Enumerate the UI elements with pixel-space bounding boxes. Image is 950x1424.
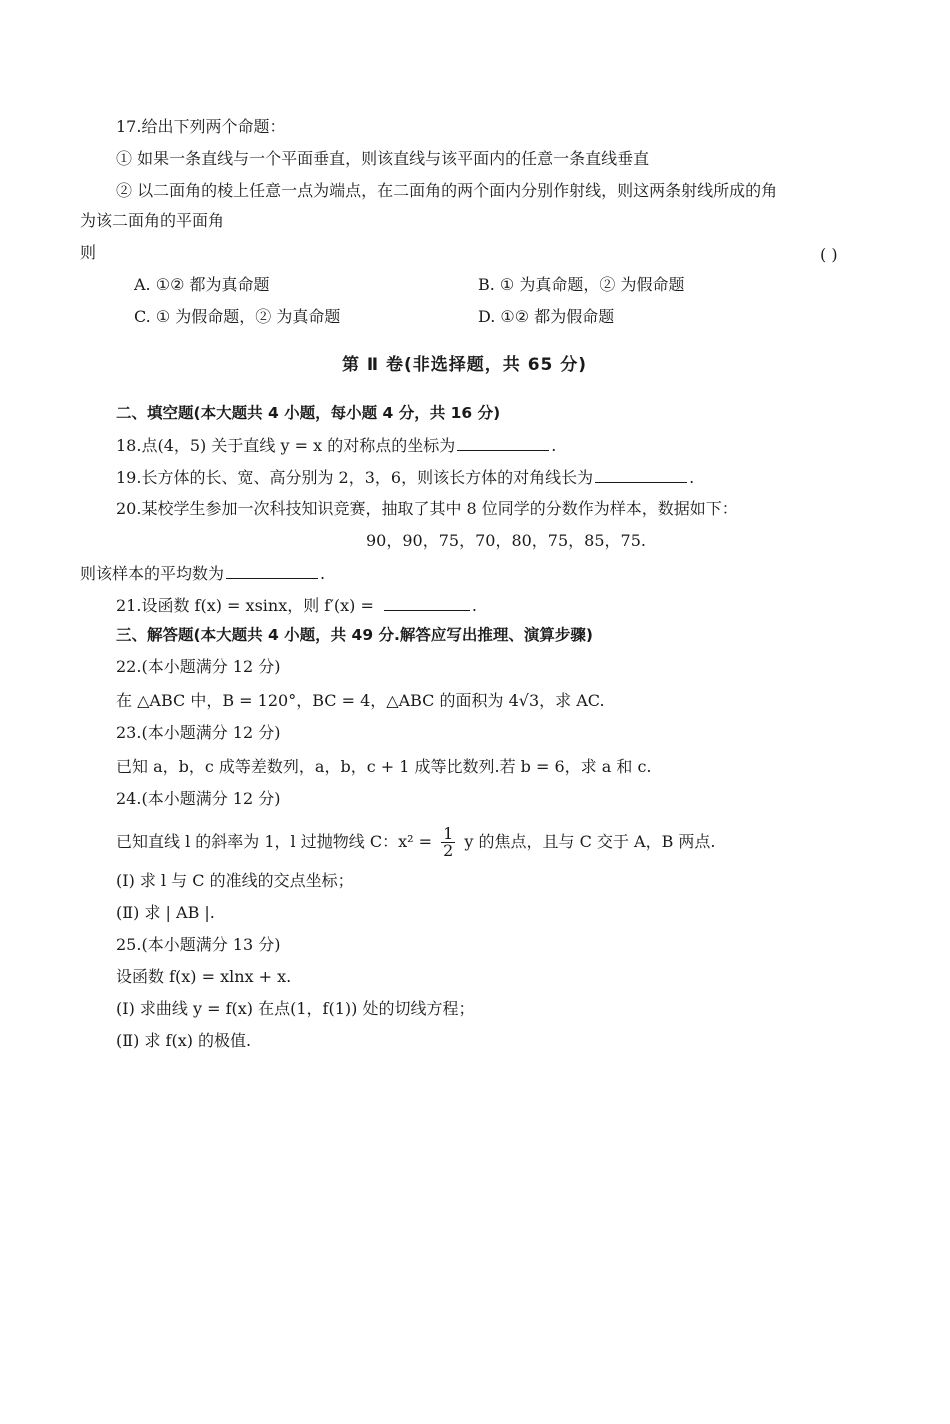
q24-part-1: (Ⅰ) 求 l 与 C 的准线的交点坐标； — [116, 871, 354, 890]
q17-proposition-2-line2: 为该二面角的平面角 — [80, 211, 225, 230]
q21 — [116, 594, 477, 617]
part-2-title: 第 Ⅱ 卷(非选择题，共 65 分) — [342, 355, 588, 375]
q17-proposition-1: ① 如果一条直线与一个平面垂直，则该直线与该平面内的任意一条直线垂直 — [116, 149, 650, 168]
q20-ask-text: 则该样本的平均数为 — [80, 564, 225, 583]
answer-parentheses: ( ) — [820, 245, 838, 264]
q25-body: 设函数 f(x) = xlnx + x. — [116, 967, 292, 986]
fraction-numerator: 1 — [443, 824, 454, 843]
q24-heading: 24.(本小题满分 12 分) — [116, 789, 281, 808]
q25-heading: 25.(本小题满分 13 分) — [116, 935, 281, 954]
q24-body — [116, 826, 716, 859]
q24-part-2: (Ⅱ) 求 | AB |. — [116, 903, 215, 922]
q21-text: 21.设函数 f(x) = xsinx，则 f′(x) = — [116, 596, 374, 615]
q20-answer-blank — [226, 562, 318, 579]
q18-period: . — [551, 436, 557, 455]
option-c: C. ① 为假命题，② 为真命题 — [134, 307, 341, 326]
q20-data: 90，90，75，70，80，75，85，75. — [366, 531, 646, 550]
section-2-heading: 二、填空题(本大题共 4 小题，每小题 4 分，共 16 分) — [116, 404, 501, 422]
q19-answer-blank — [595, 466, 687, 483]
q17-then: 则 — [80, 243, 97, 262]
q25-part-1: (Ⅰ) 求曲线 y = f(x) 在点(1，f(1)) 处的切线方程； — [116, 999, 475, 1018]
q20-period: . — [320, 564, 326, 583]
q24-body-part-a: 已知直线 l 的斜率为 1，l 过抛物线 C：x² = — [116, 832, 433, 851]
q18-answer-blank — [457, 434, 549, 451]
q22-body: 在 △ABC 中，B = 120°，BC = 4，△ABC 的面积为 4√3，求 AC. — [116, 691, 605, 710]
q19-period: . — [689, 468, 695, 487]
option-d: D. ①② 都为假命题 — [478, 307, 615, 326]
option-b: B. ① 为真命题，② 为假命题 — [478, 275, 685, 294]
q20-ask — [80, 562, 325, 585]
q24-body-part-b: y 的焦点，且与 C 交于 A，B 两点. — [464, 832, 716, 851]
q20: 20.某校学生参加一次科技知识竞赛，抽取了其中 8 位同学的分数作为样本，数据如下： — [116, 499, 738, 518]
q21-answer-blank — [384, 594, 470, 611]
q17-intro: 17.给出下列两个命题： — [116, 117, 286, 136]
q18-text: 18.点(4，5) 关于直线 y = x 的对称点的坐标为 — [116, 436, 456, 455]
q23-heading: 23.(本小题满分 12 分) — [116, 723, 281, 742]
q18 — [116, 434, 556, 457]
fraction-denominator: 2 — [443, 841, 454, 860]
one-half-fraction — [441, 826, 455, 859]
q19-text: 19.长方体的长、宽、高分别为 2，3，6，则该长方体的对角线长为 — [116, 468, 594, 487]
q19 — [116, 466, 694, 489]
option-a: A. ①② 都为真命题 — [134, 275, 270, 294]
q22-heading: 22.(本小题满分 12 分) — [116, 657, 281, 676]
section-3-heading: 三、解答题(本大题共 4 小题，共 49 分.解答应写出推理、演算步骤) — [116, 626, 593, 644]
q25-part-2: (Ⅱ) 求 f(x) 的极值. — [116, 1031, 252, 1050]
q23-body: 已知 a，b，c 成等差数列，a，b，c + 1 成等比数列.若 b = 6，求 a 和 c. — [116, 757, 652, 776]
q17-proposition-2-line1: ② 以二面角的棱上任意一点为端点，在二面角的两个面内分别作射线，则这两条射线所成的角 — [116, 181, 778, 200]
q21-period: . — [471, 596, 477, 615]
